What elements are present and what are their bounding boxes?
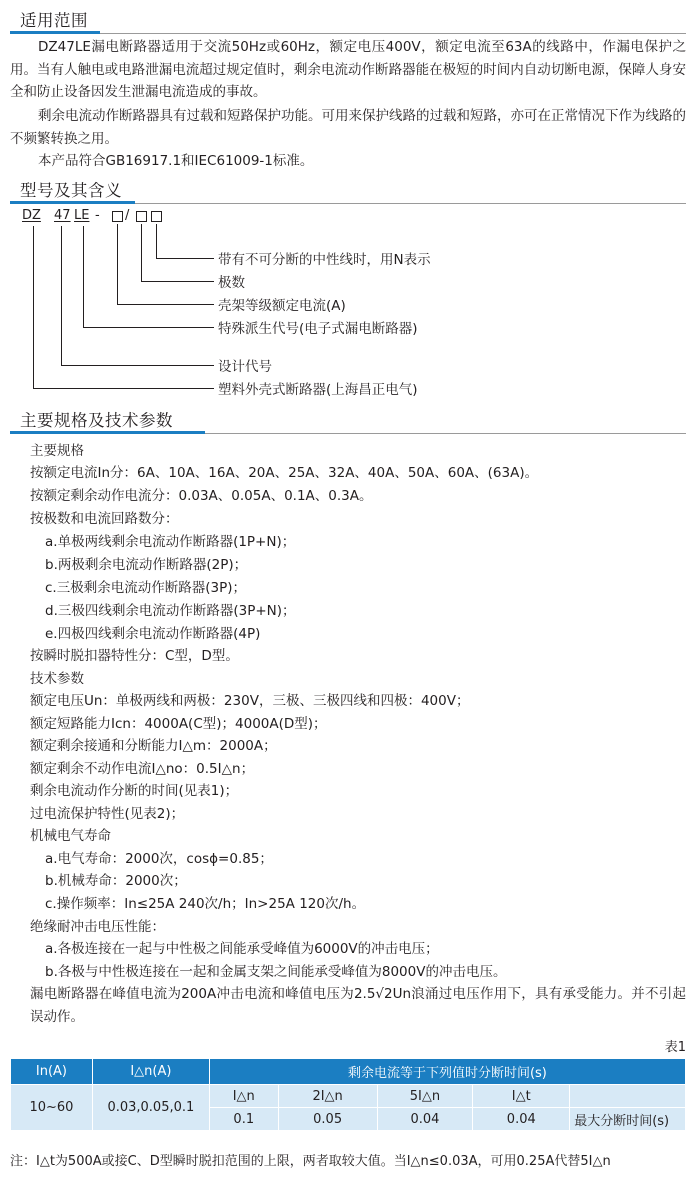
spec-line: 绝缘耐冲击电压性能： <box>30 919 165 935</box>
scope-paragraph-1: DZ47LE漏电断路器适用于交流50Hz或60Hz，额定电压400V，额定电流至63A的线路中，作漏电保护之用。当有人触电或电路泄漏电流超过规定值时，剩余电流动作断路器能在极短的时间内自动切断电源，保障人身安全和防止设备因发生泄漏电流造成的事故。 <box>10 39 686 100</box>
scope-paragraph-2: 剩余电流动作断路器具有过载和短路保护功能。可用来保护线路的过载和短路，亦可在正常情况下作为线路的不频繁转换之用。 <box>10 108 686 147</box>
connector-neutral-h <box>156 258 214 259</box>
table-subheader: 2I△n <box>278 1085 377 1108</box>
section-header-model <box>0 178 686 204</box>
section-title-spec: 主要规格及技术参数 <box>20 411 173 430</box>
spec-final-paragraph: 漏电断路器在峰值电流为200A冲击电流和峰值电压为2.5√2Un浪涌过电压作用下，具有承受能力。并不引起误动作。 <box>30 986 686 1025</box>
model-token-slash: / <box>125 208 130 223</box>
table-header-in: In(A) <box>11 1059 93 1085</box>
model-token-le: LE <box>74 208 90 223</box>
table-cell-idn: 0.03,0.05,0.1 <box>92 1085 209 1131</box>
connector-poles-h <box>141 281 214 282</box>
spec-line: 技术参数 <box>30 671 84 687</box>
section-header-scope <box>0 8 686 34</box>
section-header-spec <box>0 408 686 434</box>
model-token-dz: DZ <box>22 208 41 223</box>
table-cell-in: 10~60 <box>11 1085 93 1131</box>
spec-line: a.单极两线剩余电流动作断路器(1P+N)； <box>45 534 296 550</box>
model-label-poles: 极数 <box>218 275 245 291</box>
table-header-row <box>11 1059 686 1085</box>
header-accent <box>10 431 205 434</box>
table-subheader: 5I△n <box>377 1085 473 1108</box>
header-accent <box>10 201 135 204</box>
connector-dz-h <box>33 388 214 389</box>
connector-47-h <box>61 365 214 366</box>
spec-line: a.电气寿命：2000次，cosϕ=0.85； <box>45 851 273 867</box>
model-label-type: 塑料外壳式断路器(上海昌正电气) <box>218 382 418 398</box>
model-token-47: 47 <box>54 208 71 223</box>
spec-line: 额定剩余接通和分断能力I△m：2000A； <box>30 738 277 754</box>
model-label-frame-current: 壳架等级额定电流(A) <box>218 298 346 314</box>
table-caption: 表1 <box>664 1040 686 1055</box>
model-label-design-code: 设计代号 <box>218 359 272 375</box>
spec-line: 按额定剩余动作电流分：0.03A、0.05A、0.1A、0.3A。 <box>30 488 373 504</box>
model-box-neutral <box>151 211 162 222</box>
connector-neutral <box>156 224 157 258</box>
model-box-current <box>112 211 123 222</box>
section-title-model: 型号及其含义 <box>20 181 122 200</box>
table-subheader <box>570 1085 686 1108</box>
scope-paragraph-3: 本产品符合GB16917.1和IEC61009-1标准。 <box>38 153 314 169</box>
table-header-idn: I△n(A) <box>92 1059 209 1085</box>
connector-dz <box>33 226 34 388</box>
spec-line: 主要规格 <box>30 443 84 459</box>
section-title-scope: 适用范围 <box>20 11 88 30</box>
spec-line: 额定电压Un：单极两线和两极：230V，三极、三极四线和四极：400V； <box>30 693 470 709</box>
table-note: 注：I△t为500A或接C、D型瞬时脱扣范围的上限，两者取较大值。当I△n≤0.03A，可用0.25A代替5I△n <box>10 1154 611 1169</box>
spec-line: 过电流保护特性(见表2)； <box>30 806 185 822</box>
connector-poles <box>141 224 142 281</box>
model-token-dash: - <box>95 208 100 223</box>
spec-line: e.四极四线剩余电流动作断路器(4P) <box>45 626 261 642</box>
table-cell: 0.04 <box>377 1108 473 1131</box>
table-cell: 0.05 <box>278 1108 377 1131</box>
spec-line: b.机械寿命：2000次； <box>45 873 187 889</box>
table-cell: 0.1 <box>209 1108 278 1131</box>
spec-line: 剩余电流动作分断的时间(见表1)； <box>30 783 239 799</box>
model-label-neutral: 带有不可分断的中性线时，用N表示 <box>218 252 431 268</box>
spec-line: 按极数和电流回路数分： <box>30 511 179 527</box>
connector-current-h <box>117 304 214 305</box>
model-label-derivative: 特殊派生代号(电子式漏电断路器) <box>218 321 418 337</box>
spec-line: d.三极四线剩余电流动作断路器(3P+N)； <box>45 603 296 619</box>
connector-le-h <box>83 327 214 328</box>
spec-line: c.三极剩余电流动作断路器(3P)； <box>45 580 246 596</box>
spec-line: a.各极连接在一起与中性极之间能承受峰值为6000V的冲击电压； <box>45 941 439 957</box>
spec-line: 机械电气寿命 <box>30 828 111 844</box>
spec-line: 按额定电流In分：6A、10A、16A、20A、25A、32A、40A、50A、60A、(63A)。 <box>30 465 539 481</box>
breaking-time-table <box>10 1058 686 1131</box>
header-rule <box>10 33 686 34</box>
spec-line: b.各极与中性极连接在一起和金属支架之间能承受峰值为8000V的冲击电压。 <box>45 964 507 980</box>
header-accent <box>10 31 100 34</box>
table-subheader: I△t <box>473 1085 570 1108</box>
model-box-poles <box>136 211 147 222</box>
table-cell-max-time-label: 最大分断时间(s) <box>570 1108 686 1131</box>
table-row <box>11 1085 686 1108</box>
table-subheader: I△n <box>209 1085 278 1108</box>
connector-le <box>83 226 84 327</box>
table-header-time: 剩余电流等于下列值时分断时间(s) <box>209 1059 685 1085</box>
spec-line: 额定短路能力Icn：4000A(C型)；4000A(D型)； <box>30 716 327 732</box>
spec-line: c.操作频率：In≤25A 240次/h；In>25A 120次/h。 <box>45 896 366 912</box>
connector-47 <box>61 226 62 365</box>
table-cell: 0.04 <box>473 1108 570 1131</box>
spec-line: 按瞬时脱扣器特性分：C型，D型。 <box>30 648 239 664</box>
spec-line: 额定剩余不动作电流I△no：0.5I△n； <box>30 761 255 777</box>
connector-current <box>117 224 118 304</box>
spec-line: b.两极剩余电流动作断路器(2P)； <box>45 557 248 573</box>
